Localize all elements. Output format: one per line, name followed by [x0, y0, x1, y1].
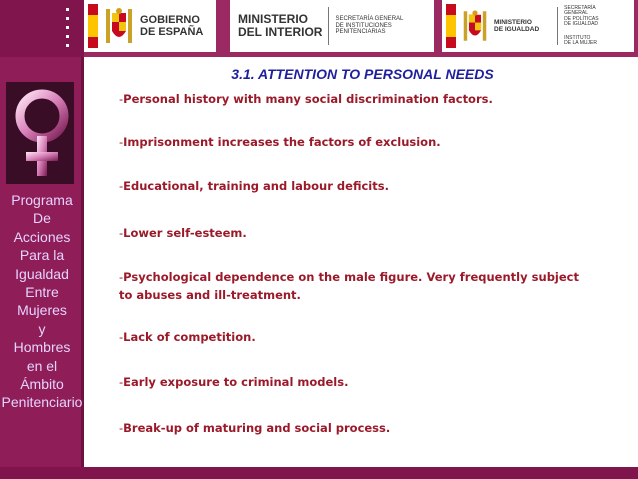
- gobierno-logo: [84, 0, 216, 52]
- header-dots: [66, 8, 70, 48]
- gobierno-line: GOBIERNO: [140, 14, 200, 26]
- program-line: Para la: [19, 247, 65, 264]
- need-text: Imprisonment increases the factors of exclusion.: [123, 135, 441, 149]
- need-text: Break-up of maturing and social process.: [123, 421, 391, 435]
- program-line: De: [33, 210, 51, 227]
- spain-flag-icon: [88, 4, 98, 48]
- coat-of-arms-icon: [462, 7, 488, 45]
- need-text: Psychological dependence on the male figure. Very frequently subject to abuses and ill-treatment.: [119, 270, 579, 302]
- program-title: [0, 191, 84, 412]
- need-item: [119, 419, 579, 437]
- gobierno-line: DE ESPAÑA: [140, 26, 204, 38]
- program-line: Igualdad: [15, 265, 69, 282]
- slide-title: 3.1. ATTENTION TO PERSONAL NEEDS: [231, 66, 494, 82]
- interior-line: DEL INTERIOR: [238, 25, 323, 39]
- sidebar-panel: [0, 0, 84, 479]
- need-item: [119, 177, 579, 195]
- penitenciarias-line: PENITENCIARIAS: [335, 29, 386, 36]
- need-text: Lower self-esteem.: [123, 226, 247, 240]
- program-line: Mujeres: [17, 302, 67, 319]
- item-dash: -: [119, 179, 124, 193]
- need-item: [119, 268, 579, 304]
- program-line: en el: [26, 357, 58, 374]
- need-text: Educational, training and labour deficits.: [123, 179, 389, 193]
- need-item: [119, 90, 579, 108]
- item-dash: -: [119, 135, 124, 149]
- need-item: [119, 224, 579, 242]
- header-corner: [0, 0, 84, 57]
- program-line: Programa: [11, 192, 73, 208]
- need-text: Early exposure to criminal models.: [123, 375, 349, 389]
- need-text: Lack of competition.: [123, 330, 256, 344]
- politicas-line: SECRETARÍA: [564, 4, 596, 11]
- politicas-line: DE POLÍTICAS: [564, 15, 599, 22]
- politicas-line: DE IGUALDAD: [564, 21, 599, 27]
- penitenciarias-line: DE INSTITUCIONES: [335, 22, 392, 29]
- item-dash: -: [119, 270, 124, 284]
- instituto-line: DE LA MUJER: [564, 40, 597, 46]
- politicas-line: GENERAL: [564, 10, 589, 16]
- ministerio-igualdad-logo: [442, 0, 634, 52]
- slide-content: [87, 57, 638, 467]
- interior-line: MINISTERIO: [238, 12, 309, 26]
- ministerio-interior-logo: [230, 0, 434, 52]
- penitenciarias-line: SECRETARÍA GENERAL: [335, 16, 404, 23]
- program-line: Entre: [25, 284, 59, 301]
- igualdad-line: DE IGUALDAD: [494, 26, 540, 33]
- igualdad-line: MINISTERIO: [494, 18, 532, 26]
- divider: [328, 7, 329, 45]
- item-dash: -: [119, 375, 124, 389]
- coat-of-arms-icon: [104, 7, 134, 45]
- item-dash: -: [119, 330, 124, 344]
- program-line: Ámbito: [20, 376, 64, 393]
- need-item: [119, 133, 579, 151]
- logo-header: [84, 0, 638, 57]
- program-line: y: [38, 320, 46, 337]
- item-dash: -: [119, 421, 124, 435]
- venus-symbol-icon: [6, 82, 74, 184]
- item-dash: -: [119, 92, 124, 106]
- spain-flag-icon: [446, 4, 456, 48]
- program-line: Acciones: [13, 228, 71, 245]
- need-item: [119, 373, 579, 391]
- program-line: Penitenciario: [1, 394, 83, 411]
- footer-bar: [0, 467, 638, 479]
- need-text: Personal history with many social discrimination factors.: [123, 92, 493, 106]
- divider: [557, 7, 558, 45]
- item-dash: -: [119, 226, 124, 240]
- need-item: [119, 328, 579, 346]
- instituto-line: INSTITUTO: [564, 34, 591, 41]
- program-line: Hombres: [13, 339, 71, 356]
